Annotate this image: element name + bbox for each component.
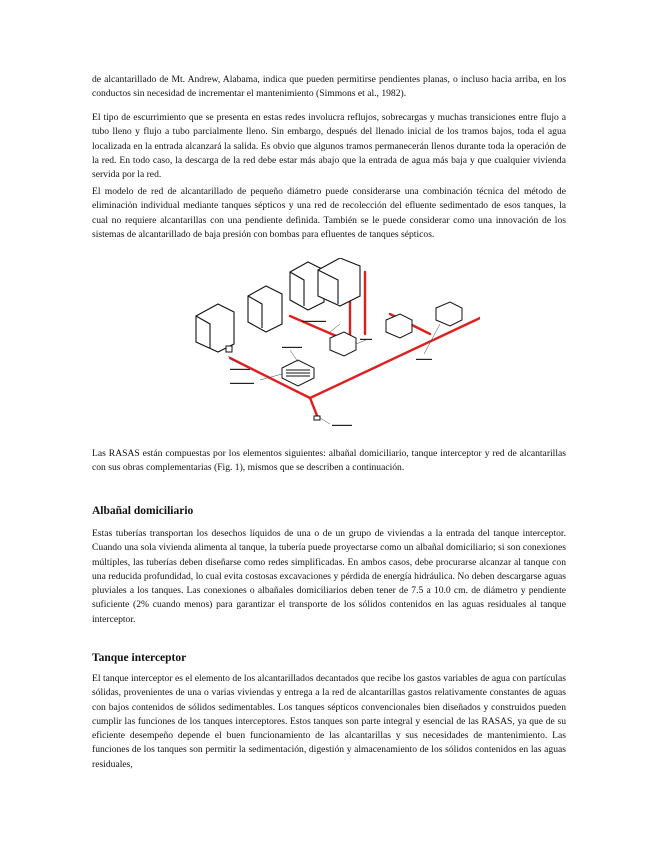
paragraph-intro: de alcantarillado de Mt. Andrew, Alabama, indica que pueden permitirse pendientes planas, o incluso hacia arriba, en los conductos sin necesidad de incrementar el mantenimiento (Simmons et al., 1982). (92, 74, 566, 100)
sewer-system-illustration (190, 258, 480, 438)
svg-text:▬▬▬▬▬: ▬▬▬▬▬ (332, 422, 352, 427)
paragraph-network-model: El modelo de red de alcantarillado de pequeño diámetro puede considerarse una combinación técnica del método de eliminación individual mediante tanques sépticos y una red de recolección del efluente sedimentado de esos tanques, la cual no requiere alcantarillas con una pendiente definida. También se le puede considerar como una innovación de los sistemas de alcantarillado de baja presión con bombas para efluentes de tanques sépticos. (92, 186, 566, 240)
paragraph-tanque: El tanque interceptor es el elemento de los alcantarillados decantados que recibe los gastos variables de agua con partículas sólidas, provenientes de una o varias viviendas y entrega a la red de alcantarillas gastos relativamente constantes de aguas con bajos contenidos de sólidos sedimentables. Los tanques sépticos convencionales bien diseñados y construidos pueden cumplir las funciones de los tanques interceptores. Estos tanques son parte integral y esencial de las RASAS, ya que de su eficiente desempeño depende el buen funcionamiento de las alcantarillas y sus necesidades de mantenimiento. Las funciones de los tanques son permitir la sedimentación, digestión y almacenamiento de los sólidos contenidos en las aguas residuales, (92, 673, 566, 770)
svg-text:▬▬▬▬▬: ▬▬▬▬▬ (230, 366, 250, 371)
svg-text:▬▬▬: ▬▬▬ (360, 336, 372, 341)
svg-text:▬▬▬▬: ▬▬▬▬ (416, 356, 432, 361)
heading-albanal-domiciliario: Albañal domiciliario (92, 505, 194, 517)
paragraph-flow-type: El tipo de escurrimiento que se presenta en estas redes involucra reflujos, sobrecargas y muchas transiciones entre flujo a tubo lleno y flujo a tubo parcialmente lleno. Sin embargo, después del llenado inicial de los tramos bajos, toda el agua localizada en la entrada alcanzará la salida. Es obvio que algunos tramos permanecerán llenos durante toda la operación de la red. En todo caso, la descarga de la red debe estar más abajo que la entrada de agua más baja y que cualquier vivienda servida por la red. (92, 112, 566, 181)
heading-tanque-interceptor: Tanque interceptor (92, 652, 187, 664)
figure-caption: Las RASAS están compuestas por los elementos siguientes: albañal domiciliario, tanque interceptor y red de alcantarillas con sus obras complementarias (Fig. 1), mismos que se describen a continuación. (92, 448, 566, 474)
paragraph-albanal: Estas tuberías transportan los desechos líquidos de una o de un grupo de viviendas a la entrada del tanque interceptor. Cuando una sola vivienda alimenta al tanque, la tubería puede proyectarse como un albañal domiciliario; si son conexiones múltiples, las tuberías deben diseñarse como redes simplificadas. En ambos casos, debe procurarse alcanzar al tanque con una reducida profundidad, lo cual evita costosas excavaciones y pérdida de energía hidráulica. No deben descargarse aguas pluviales a los tanques. Las conexiones o albañales domiciliarios deben tener de 7.5 a 10.0 cm. de diámetro y pendiente suficiente (2% cuando menos) para garantizar el transporte de los sólidos contenidos en las aguas residuales al tanque interceptor. (92, 528, 566, 625)
svg-text:▬▬▬▬▬: ▬▬▬▬▬ (282, 344, 302, 349)
svg-text:▬▬▬▬▬▬: ▬▬▬▬▬▬ (302, 318, 326, 323)
svg-text:▬▬▬▬▬▬: ▬▬▬▬▬▬ (230, 380, 254, 385)
sewer-system-figure (190, 258, 480, 438)
